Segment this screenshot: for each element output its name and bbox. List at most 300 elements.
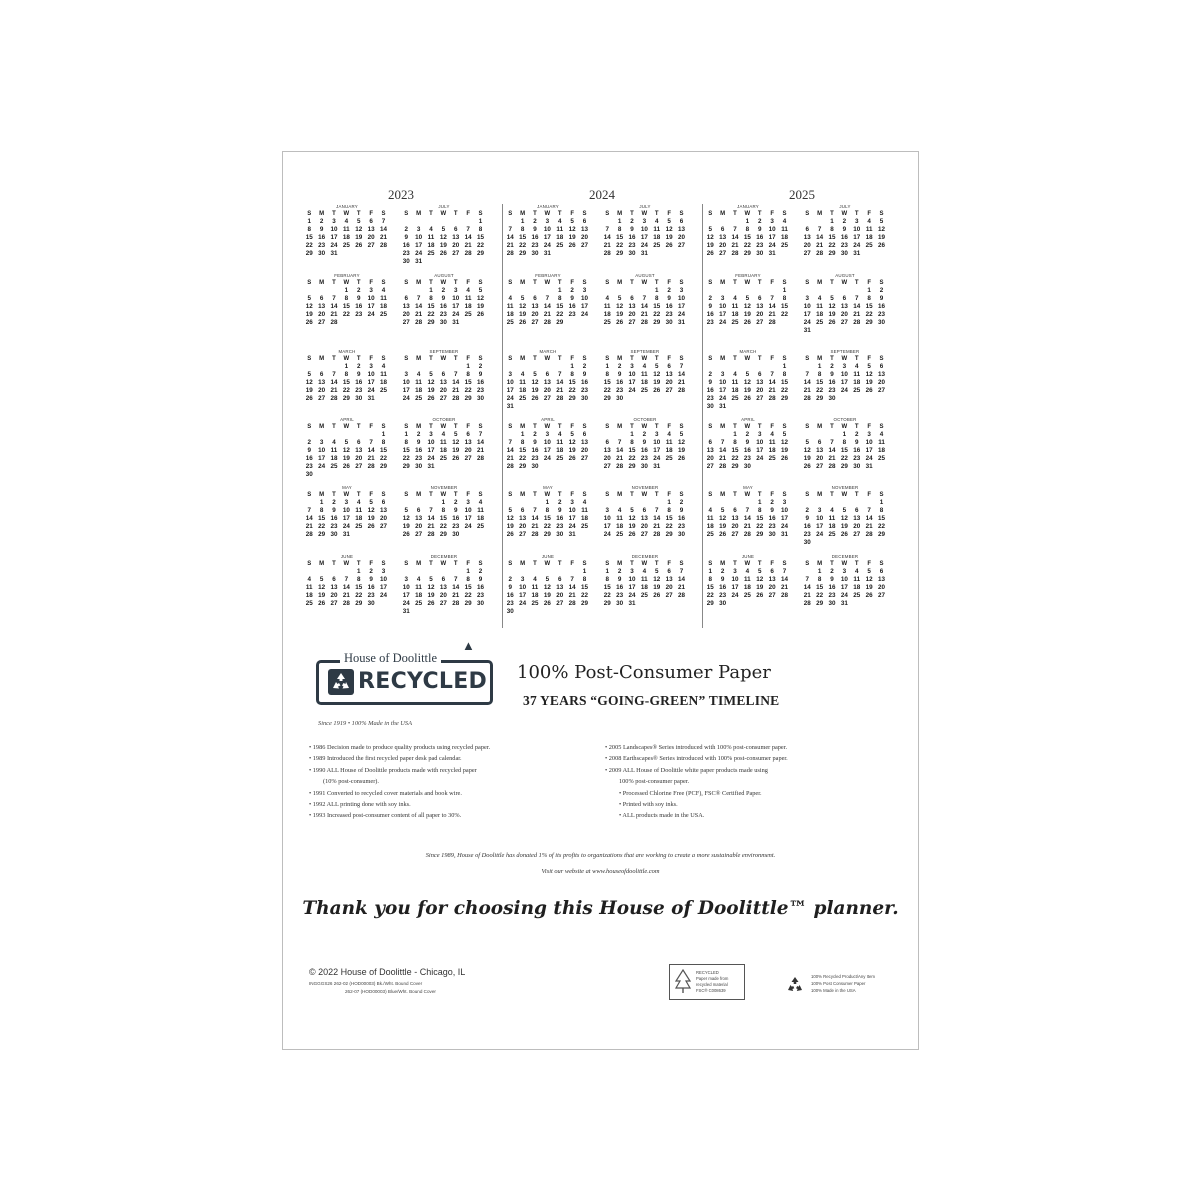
month-name: DECEMBER: [631, 554, 659, 559]
day-number: 10: [367, 371, 375, 378]
day-number: 1: [708, 568, 712, 575]
day-number: 5: [307, 371, 311, 378]
day-number: 8: [782, 371, 787, 378]
day-number: 2: [319, 218, 324, 225]
day-number: 19: [427, 592, 435, 599]
timeline-item: 100% post-consumer paper.: [619, 778, 690, 786]
day-number: 1: [466, 363, 470, 370]
blank-day: [328, 431, 340, 439]
day-number: 27: [581, 455, 589, 462]
day-number: 12: [506, 515, 514, 522]
day-number: 1: [605, 363, 609, 370]
day-grid: [801, 560, 889, 608]
day-number: 1: [478, 218, 483, 225]
weekday-header: T: [654, 492, 659, 498]
weekday-header: S: [708, 211, 713, 217]
weekday-header: T: [453, 356, 458, 362]
day-number: 30: [367, 600, 375, 607]
blank-day: [529, 363, 541, 371]
day-number: 1: [782, 287, 787, 294]
weekday-header: M: [617, 492, 623, 498]
day-number: 17: [781, 515, 789, 522]
day-number: 30: [743, 463, 751, 470]
day-number: 7: [332, 295, 336, 302]
day-number: 16: [803, 523, 811, 530]
weekday-header: W: [440, 492, 447, 498]
weekday-header: W: [641, 561, 648, 567]
blank-day: [328, 568, 340, 576]
day-number: 4: [605, 295, 609, 302]
day-number: 22: [743, 242, 751, 249]
day-number: 11: [603, 303, 611, 310]
day-number: 31: [853, 250, 861, 257]
day-number: 23: [367, 592, 375, 599]
day-number: 23: [840, 242, 848, 249]
day-number: 3: [605, 507, 609, 514]
day-number: 30: [828, 600, 836, 607]
day-number: 19: [531, 387, 539, 394]
day-number: 24: [367, 387, 375, 394]
weekday-header: T: [733, 280, 737, 286]
weekday-header: S: [805, 424, 810, 430]
day-number: 3: [416, 226, 421, 233]
day-number: 29: [781, 395, 789, 402]
day-number: 6: [733, 507, 737, 514]
day-number: 12: [427, 379, 435, 386]
day-number: 25: [380, 387, 388, 394]
day-number: 19: [367, 515, 375, 522]
day-number: 24: [719, 319, 727, 326]
day-number: 9: [570, 295, 574, 302]
day-number: 31: [678, 319, 686, 326]
weekday-header: F: [667, 492, 671, 498]
weekday-header: W: [744, 492, 751, 498]
day-number: 25: [342, 242, 350, 249]
blank-day: [813, 431, 825, 439]
day-number: 5: [879, 218, 884, 225]
day-number: 14: [452, 379, 460, 386]
day-number: 26: [840, 531, 848, 538]
blank-day: [450, 363, 462, 371]
weekday-header: S: [404, 561, 409, 567]
day-number: 25: [616, 531, 624, 538]
day-number: 3: [842, 568, 847, 575]
weekday-header: F: [369, 211, 373, 217]
day-number: 6: [319, 371, 324, 378]
day-number: 21: [477, 447, 485, 454]
day-number: 12: [743, 379, 751, 386]
day-number: 23: [878, 311, 886, 318]
day-number: 1: [630, 431, 634, 438]
day-grid: [303, 210, 391, 258]
day-number: 26: [506, 531, 514, 538]
day-number: 26: [865, 387, 873, 394]
weekday-header: T: [757, 424, 762, 430]
blank-day: [340, 568, 352, 576]
day-number: 7: [466, 226, 470, 233]
day-number: 7: [855, 295, 859, 302]
day-number: 4: [733, 371, 737, 378]
day-number: 16: [439, 303, 447, 310]
day-number: 11: [305, 584, 313, 591]
day-number: 25: [640, 592, 648, 599]
day-number: 27: [318, 395, 326, 402]
weekday-header: S: [478, 492, 483, 498]
blank-day: [741, 287, 753, 295]
day-number: 19: [803, 455, 811, 462]
blank-day: [303, 287, 315, 295]
weekday-header: F: [667, 211, 671, 217]
day-number: 12: [342, 447, 350, 454]
weekday-header: S: [307, 356, 312, 362]
day-number: 24: [543, 242, 551, 249]
day-number: 21: [803, 592, 811, 599]
weekday-header: S: [404, 280, 409, 286]
day-number: 20: [665, 379, 673, 386]
day-number: 22: [706, 592, 714, 599]
weekday-header: S: [404, 356, 409, 362]
month-name: NOVEMBER: [631, 485, 659, 490]
day-number: 2: [533, 431, 537, 438]
day-number: 2: [454, 499, 458, 506]
weekday-header: T: [654, 356, 659, 362]
day-number: 25: [731, 319, 739, 326]
weekday-header: W: [343, 424, 350, 430]
weekday-header: T: [830, 492, 834, 498]
day-number: 25: [743, 592, 751, 599]
day-number: 27: [816, 463, 824, 470]
day-number: 5: [369, 499, 373, 506]
weekday-header: T: [854, 424, 859, 430]
day-number: 18: [816, 311, 824, 318]
day-number: 7: [830, 439, 834, 446]
day-number: 30: [556, 531, 564, 538]
day-number: 10: [678, 295, 686, 302]
day-number: 16: [719, 584, 727, 591]
weekday-header: S: [679, 211, 684, 217]
day-number: 17: [865, 447, 873, 454]
day-number: 16: [665, 303, 673, 310]
day-number: 18: [415, 387, 423, 394]
day-number: 24: [402, 395, 410, 402]
day-number: 16: [305, 455, 313, 462]
day-number: 11: [531, 584, 539, 591]
day-number: 5: [667, 218, 671, 225]
day-number: 24: [415, 250, 423, 257]
blank-day: [365, 431, 377, 439]
day-number: 6: [817, 439, 822, 446]
day-number: 29: [342, 395, 350, 402]
day-number: 29: [756, 531, 764, 538]
day-number: 6: [630, 295, 634, 302]
day-number: 24: [568, 523, 576, 530]
blank-day: [729, 499, 741, 507]
day-number: 24: [816, 531, 824, 538]
day-number: 24: [452, 311, 460, 318]
day-number: 7: [545, 295, 550, 302]
day-number: 15: [816, 379, 824, 386]
day-number: 20: [439, 387, 447, 394]
day-number: 19: [865, 584, 873, 591]
day-number: 13: [464, 439, 472, 446]
day-number: 6: [805, 226, 809, 233]
day-number: 6: [667, 568, 671, 575]
eco-line: 100% Made in the USA: [811, 987, 856, 993]
day-number: 14: [853, 303, 861, 310]
day-number: 4: [558, 431, 562, 438]
weekday-header: T: [557, 356, 562, 362]
day-number: 13: [318, 303, 326, 310]
day-number: 8: [830, 226, 834, 233]
day-number: 1: [307, 218, 311, 225]
day-number: 17: [367, 379, 375, 386]
weekday-header: F: [570, 561, 574, 567]
day-number: 25: [640, 387, 648, 394]
day-number: 31: [427, 463, 435, 470]
blank-day: [716, 431, 728, 439]
day-grid: [704, 210, 792, 258]
day-number: 5: [617, 295, 622, 302]
day-number: 30: [878, 319, 886, 326]
day-number: 30: [318, 250, 326, 257]
day-number: 15: [616, 234, 624, 241]
day-number: 8: [605, 371, 609, 378]
day-number: 3: [770, 218, 774, 225]
day-number: 14: [452, 584, 460, 591]
day-number: 16: [531, 234, 539, 241]
day-number: 1: [655, 287, 659, 294]
day-number: 10: [318, 447, 326, 454]
day-number: 5: [758, 568, 762, 575]
day-number: 8: [404, 439, 408, 446]
day-number: 26: [719, 531, 727, 538]
blank-day: [400, 363, 412, 371]
weekday-header: M: [520, 356, 526, 362]
day-number: 28: [568, 600, 576, 607]
weekday-header: F: [770, 211, 774, 217]
month-name: AUGUST: [835, 273, 855, 278]
day-number: 25: [439, 455, 447, 462]
day-number: 22: [519, 242, 527, 249]
blank-day: [626, 287, 638, 295]
day-number: 26: [653, 592, 661, 599]
weekday-header: M: [416, 280, 422, 286]
day-number: 3: [369, 363, 373, 370]
day-grid: [704, 355, 792, 411]
day-number: 20: [556, 592, 564, 599]
weekday-header: S: [708, 561, 713, 567]
blank-day: [437, 568, 449, 576]
weekday-header: S: [879, 356, 884, 362]
day-number: 19: [568, 447, 576, 454]
day-number: 26: [865, 592, 873, 599]
day-number: 30: [756, 250, 764, 257]
day-number: 16: [756, 234, 764, 241]
day-number: 9: [708, 379, 712, 386]
day-number: 7: [867, 507, 871, 514]
day-number: 5: [570, 218, 574, 225]
day-number: 4: [508, 295, 512, 302]
day-number: 12: [305, 379, 313, 386]
day-number: 31: [653, 463, 661, 470]
day-number: 2: [570, 287, 574, 294]
day-number: 13: [439, 379, 447, 386]
day-number: 3: [733, 568, 737, 575]
day-number: 4: [558, 218, 562, 225]
day-number: 9: [454, 507, 458, 514]
day-number: 5: [319, 576, 324, 583]
blank-day: [651, 499, 663, 507]
day-number: 14: [342, 584, 350, 591]
day-number: 19: [743, 387, 751, 394]
weekday-header: S: [879, 424, 884, 430]
day-number: 26: [427, 395, 435, 402]
weekday-header: W: [744, 424, 751, 430]
day-number: 7: [745, 507, 750, 514]
day-number: 27: [581, 242, 589, 249]
day-number: 13: [556, 584, 564, 591]
day-number: 18: [380, 303, 388, 310]
day-number: 11: [440, 439, 447, 446]
recycle-icon: [328, 669, 354, 695]
month-name: FEBRUARY: [334, 273, 360, 278]
day-number: 3: [520, 576, 525, 583]
weekday-header: T: [453, 492, 458, 498]
day-grid: [601, 210, 689, 258]
day-number: 2: [708, 295, 712, 302]
day-number: 11: [768, 439, 776, 446]
day-number: 5: [344, 439, 349, 446]
day-number: 7: [679, 568, 684, 575]
day-number: 29: [828, 250, 836, 257]
weekday-header: W: [440, 561, 447, 567]
day-number: 4: [533, 576, 537, 583]
day-number: 29: [743, 250, 751, 257]
day-number: 29: [543, 531, 551, 538]
month-calendar: [504, 349, 592, 411]
weekday-header: T: [733, 424, 737, 430]
day-number: 25: [506, 319, 514, 326]
day-number: 30: [402, 258, 410, 265]
day-number: 5: [441, 226, 446, 233]
day-number: 14: [380, 226, 388, 233]
day-number: 30: [452, 531, 460, 538]
day-number: 15: [355, 584, 363, 591]
day-number: 10: [543, 439, 551, 446]
day-number: 6: [533, 295, 537, 302]
day-number: 5: [867, 568, 871, 575]
day-number: 8: [466, 371, 470, 378]
day-number: 15: [464, 379, 472, 386]
weekday-header: S: [381, 424, 386, 430]
day-grid: [704, 560, 792, 608]
weekday-header: W: [841, 356, 848, 362]
month-name: SEPTEMBER: [429, 349, 459, 354]
day-number: 28: [803, 395, 811, 402]
day-number: 22: [840, 455, 848, 462]
day-number: 26: [519, 319, 527, 326]
day-grid: [303, 491, 391, 539]
day-number: 11: [641, 371, 648, 378]
thank-you-line: Thank you for choosing this House of Doolittle™ planner.: [302, 898, 899, 919]
day-number: 31: [803, 327, 811, 334]
product-code-line: INGGGS26 262-02 (HOD00003) Bk./Wht. Bound Cover: [309, 981, 423, 986]
day-number: 1: [545, 499, 550, 506]
blank-day: [704, 431, 716, 439]
day-number: 17: [427, 447, 435, 454]
day-number: 12: [878, 226, 886, 233]
fsc-badge: [669, 964, 745, 1000]
month-calendar: [303, 485, 391, 539]
day-number: 16: [355, 379, 363, 386]
day-number: 26: [568, 242, 576, 249]
day-grid: [504, 279, 592, 327]
day-number: 19: [706, 242, 714, 249]
weekday-header: T: [630, 561, 634, 567]
blank-day: [801, 287, 813, 295]
day-number: 29: [380, 463, 388, 470]
day-number: 2: [307, 439, 311, 446]
day-number: 27: [531, 319, 539, 326]
weekday-header: S: [381, 356, 386, 362]
day-grid: [704, 279, 792, 327]
weekday-header: W: [841, 492, 848, 498]
day-grid: [400, 210, 488, 266]
weekday-header: T: [830, 211, 834, 217]
day-number: 4: [642, 363, 647, 370]
day-number: 11: [581, 507, 588, 514]
day-number: 7: [805, 371, 809, 378]
day-number: 21: [803, 387, 811, 394]
day-number: 1: [758, 499, 762, 506]
day-number: 29: [816, 600, 824, 607]
day-number: 27: [803, 250, 811, 257]
day-number: 13: [415, 515, 423, 522]
day-number: 12: [305, 303, 313, 310]
day-number: 15: [865, 303, 873, 310]
day-number: 11: [477, 507, 484, 514]
day-number: 26: [803, 463, 811, 470]
day-number: 3: [842, 363, 847, 370]
weekday-header: T: [356, 280, 361, 286]
day-number: 13: [731, 515, 739, 522]
day-number: 19: [305, 311, 313, 318]
day-number: 15: [477, 234, 485, 241]
day-number: 13: [543, 379, 551, 386]
day-number: 13: [816, 447, 824, 454]
day-number: 18: [464, 303, 472, 310]
day-number: 3: [758, 431, 762, 438]
day-number: 22: [781, 387, 789, 394]
day-number: 4: [708, 507, 712, 514]
day-number: 20: [731, 523, 739, 530]
weekday-header: T: [533, 211, 537, 217]
day-number: 3: [404, 576, 408, 583]
month-name: NOVEMBER: [831, 485, 859, 490]
day-number: 21: [653, 523, 661, 530]
weekday-header: S: [404, 211, 409, 217]
weekday-header: W: [841, 561, 848, 567]
weekday-header: S: [879, 211, 884, 217]
day-number: 17: [367, 303, 375, 310]
day-number: 8: [307, 226, 311, 233]
day-number: 20: [665, 584, 673, 591]
day-number: 11: [415, 584, 422, 591]
day-number: 14: [719, 447, 727, 454]
day-number: 6: [582, 218, 587, 225]
day-number: 18: [865, 234, 873, 241]
day-number: 26: [355, 242, 363, 249]
